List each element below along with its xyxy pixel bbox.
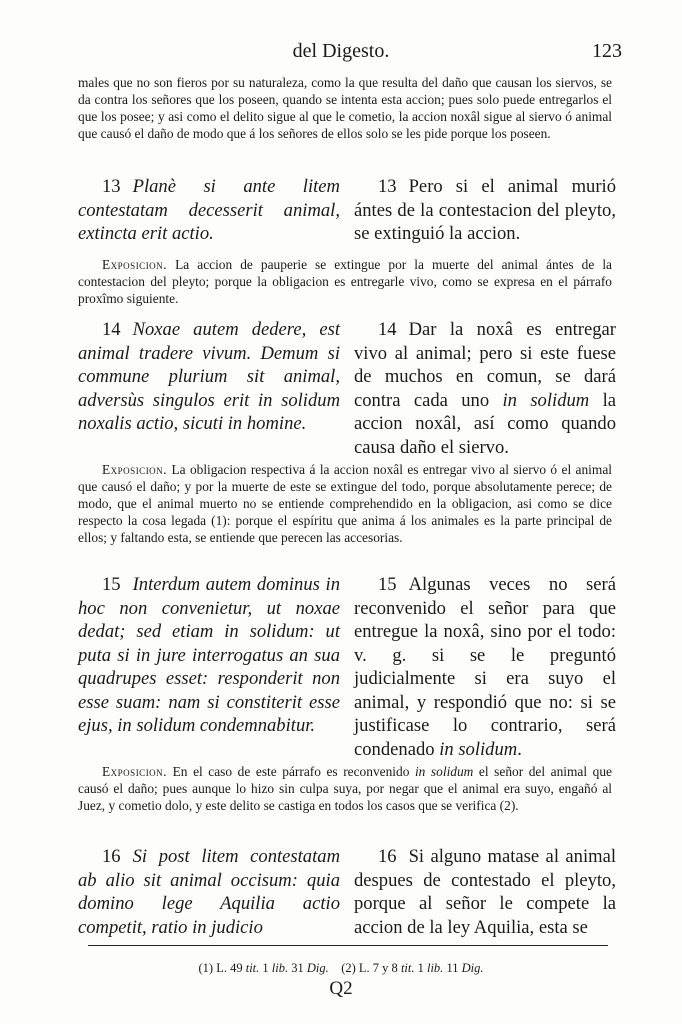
spanish-italic: in solidum: [439, 738, 518, 760]
latin-body: Si post litem contestatam ab alio sit animal occisum: quia domino lege Aquilia actio competit, ratio in judicio: [78, 846, 340, 938]
running-header: [0, 38, 682, 66]
signature-mark: Q2: [329, 978, 353, 999]
note-top-text: males que no son fieros por su naturaleza, como la que resulta del daño que causan los siervos, se da contra los señores que los poseen, quando se intenta esta accion; pues solo puede entregarlos el que los posee; y asi como el delito sigue al que le cometio, la accion noxâl sigue al siervo ó animal que causó el daño de modo que á los señores de ellos solo se les pide porque los poseen.: [78, 75, 612, 141]
section-16: [78, 845, 616, 941]
section-number: 16: [378, 846, 397, 867]
spanish-text-14: [354, 318, 616, 459]
spanish-text-16: [354, 845, 616, 939]
latin-body: Planè si ante litem contestatam decesserit animal, extincta erit actio.: [78, 176, 340, 244]
exposicion-15: [78, 763, 612, 814]
spanish-italic: in solidum: [502, 389, 590, 411]
footnote-1: [199, 961, 329, 975]
section-number: 16: [102, 846, 121, 867]
latin-text-14: [78, 318, 340, 436]
latin-body: Interdum autem dominus in hoc non convenietur, ut noxae dedat; sed etiam in solidum: ut puta si in jure interrogatus an sua quadrupes esset: responderit non esse suam: nam si constiterit esse ejus, in solidum condemnabitur.: [78, 574, 340, 736]
footnote-1-libnum: 31: [291, 961, 304, 975]
footnote-rule: [88, 945, 608, 946]
spanish-body: Pero si el animal murió ántes de la contestacion del pleyto, se extinguió la accion.: [354, 176, 616, 244]
section-15: [78, 573, 616, 760]
footnote-1-lib: lib.: [271, 961, 289, 975]
latin-text-13: [78, 175, 340, 246]
exposicion-text: En el caso de este párrafo es reconvenido: [172, 764, 415, 779]
section-number: 15: [102, 574, 121, 595]
latin-text-16: [78, 845, 340, 939]
footnote-2-libnum: 11: [446, 961, 459, 975]
section-14: [78, 318, 616, 458]
spanish-body: Algunas veces no será reconvenido el señor para que entregue la noxâ, sino por el todo: v. g. si se le preguntó judicialmente si era suyo el animal, y respondió que no: si se justificase lo contrario, será condenado: [354, 574, 616, 760]
exposicion-label: Exposicion.: [102, 764, 168, 779]
exposicion-label: Exposicion.: [102, 462, 168, 477]
exposicion-italic: in solidum: [414, 764, 474, 779]
footnote-2-ref: (2) L. 7 y 8: [341, 961, 398, 975]
note-top: [78, 74, 612, 142]
footnote-2: [341, 961, 483, 975]
footnote-1-ref: (1) L. 49: [198, 961, 243, 975]
spanish-text-15: [354, 573, 616, 761]
exposicion-14: [78, 461, 612, 546]
footnote-1-tit: tit.: [245, 961, 260, 975]
spanish-body-end: .: [517, 738, 522, 760]
page-number: 123: [592, 40, 622, 62]
footnote-2-num: 1: [417, 961, 424, 975]
footnotes: [0, 961, 682, 976]
exposicion-text-end: el señor del animal que causó el daño; pues aunque lo hizo sin culpa suya, por negar que el animal era suyo, engañó al Juez, y cometio dolo, y este delito se castiga en todos los casos que se verifica (2).: [78, 764, 613, 813]
exposicion-text: La obligacion respectiva á la accion noxâl es entregar vivo al siervo ó el animal que causó el daño; y por la muerte de este se extingue del todo, porque absolutamente perece; de modo, que el animal muerto no se entiende comprehendido en la obligacion, asi como se dice respecto la cosa legada (1): porque el espíritu que anima á los animales es la parte principal de ellos; y faltando esta, se entiende que perecen las accesorias.: [78, 462, 612, 545]
footnote-2-dig: Dig.: [461, 961, 484, 975]
exposicion-13: [78, 256, 612, 307]
section-number: 13: [378, 176, 397, 197]
spanish-text-13: [354, 175, 616, 246]
footnote-2-tit: tit.: [400, 961, 415, 975]
spanish-body: Si alguno matase al animal despues de contestado el pleyto, porque al señor le compete la accion de la ley Aquilia, esta se: [354, 846, 616, 938]
latin-text-15: [78, 573, 340, 738]
footnote-1-num: 1: [262, 961, 269, 975]
running-title: del Digesto.: [292, 40, 390, 62]
section-number: 13: [102, 176, 121, 197]
section-13: [78, 175, 616, 247]
exposicion-text: La accion de pauperie se extingue por la muerte del animal ántes de la contestacion del pleyto; porque la obligacion es entregarle vivo, como se expresa en el párrafo proxîmo siguiente.: [78, 257, 612, 306]
spanish-body: Dar la noxâ es entregar vivo al animal; pero si este fuese de muchos en comun, se dará contra cada uno: [354, 319, 616, 411]
latin-body: Noxae autem dedere, est animal tradere vivum. Demum si commune plurium sit animal, adversùs singulos erit in solidum noxalis actio, sicuti in homine.: [78, 319, 340, 434]
section-number: 15: [378, 574, 397, 595]
section-number: 14: [378, 319, 397, 340]
footnote-1-dig: Dig.: [306, 961, 329, 975]
section-number: 14: [102, 319, 121, 340]
footnote-2-lib: lib.: [426, 961, 444, 975]
exposicion-label: Exposicion.: [102, 257, 168, 272]
spanish-body-end: la accion noxâl, así como quando causa daño el siervo.: [354, 389, 616, 458]
